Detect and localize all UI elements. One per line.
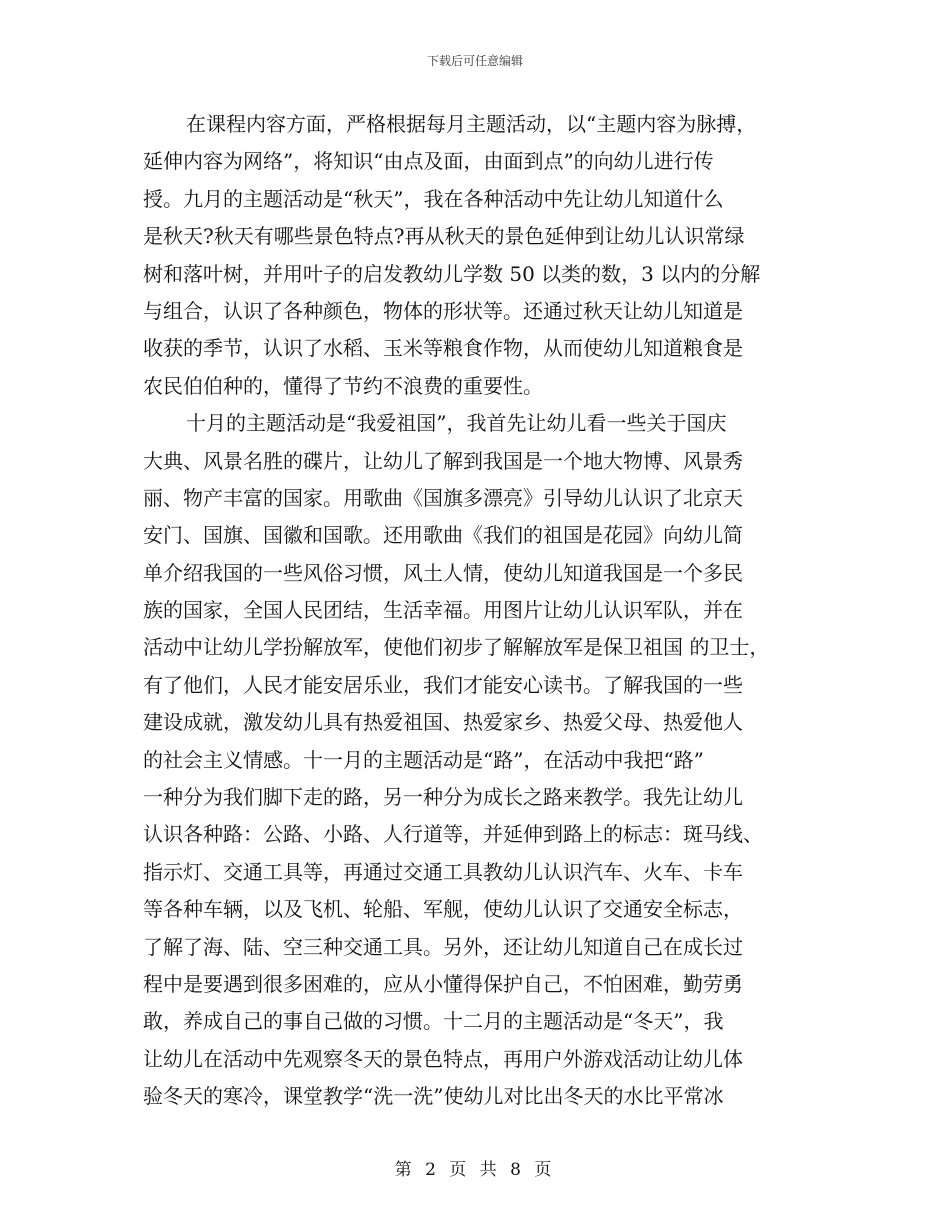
text-line: 在课程内容方面，严格根据每月主题活动，以“主题内容为脉搏，	[186, 112, 757, 136]
text-line: 让幼儿在活动中先观察冬天的景色特点，再用户外游戏活动让幼儿体	[143, 1046, 743, 1071]
text-line: 丽、物产丰富的国家。用歌曲《国旗多漂亮》引导幼儿认识了北京天	[143, 485, 743, 510]
body-text	[143, 106, 823, 1116]
text-line: 指示灯、交通工具等，再通过交通工具教幼儿认识汽车、火车、卡车	[143, 859, 743, 884]
page-header: 下载后可任意编辑	[426, 54, 523, 68]
text-line: 建设成就，激发幼儿具有热爱祖国、热爱家乡、热爱父母、热爱他人	[143, 710, 743, 735]
text-line: 认识各种路：公路、小路、人行道等，并延伸到路上的标志：斑马线、	[143, 822, 763, 847]
text-line: 程中是要遇到很多困难的，应从小懂得保护自己，不怕困难，勤劳勇	[143, 971, 743, 996]
text-line: 授。九月的主题活动是“秋天”，我在各种活动中先让幼儿知道什么	[143, 186, 724, 211]
text-line: 单介绍我国的一些风俗习惯，风土人情，使幼儿知道我国是一个多民	[143, 560, 743, 585]
text-line: 了解了海、陆、空三种交通工具。另外，还让幼儿知道自己在成长过	[143, 934, 743, 959]
text-line: 大典、风景名胜的碟片，让幼儿了解到我国是一个地大物博、风景秀	[143, 448, 743, 473]
text-line: 敢，养成自己的事自己做的习惯。十二月的主题活动是“冬天”，我	[143, 1009, 724, 1034]
text-line: 收获的季节，认识了水稻、玉米等粮食作物，从而使幼儿知道粮食是	[143, 336, 743, 361]
text-line: 是秋天?秋天有哪些景色特点?再从秋天的景色延伸到让幼儿认识常绿	[143, 224, 745, 249]
text-line: 树和落叶树，并用叶子的启发教幼儿学数 50 以类的数，3 以内的分解	[143, 261, 761, 286]
text-line: 农民伯伯种的，懂得了节约不浪费的重要性。	[143, 373, 543, 398]
text-line: 与组合，认识了各种颜色，物体的形状等。还通过秋天让幼儿知道是	[143, 298, 743, 323]
text-line: 安门、国旗、国徽和国歌。还用歌曲《我们的祖国是花园》向幼儿简	[143, 523, 743, 548]
text-line: 活动中让幼儿学扮解放军，使他们初步了解解放军是保卫祖国 的卫士，	[143, 635, 770, 660]
text-line: 族的国家，全国人民团结，生活幸福。用图片让幼儿认识军队，并在	[143, 598, 743, 623]
text-line: 十月的主题活动是“我爱祖国”，我首先让幼儿看一些关于国庆	[186, 411, 727, 436]
text-line: 的社会主义情感。十一月的主题活动是“路”，在活动中我把“路”	[143, 747, 704, 772]
text-line: 有了他们，人民才能安居乐业，我们才能安心读书。了解我国的一些	[143, 672, 743, 697]
text-line: 一种分为我们脚下走的路，另一种分为成长之路来教学。我先让幼儿	[143, 785, 743, 810]
page-number: 第 2 页 共 8 页	[394, 1160, 556, 1180]
text-line: 延伸内容为网络”，将知识“由点及面，由面到点”的向幼儿进行传	[143, 149, 714, 174]
text-line: 验冬天的寒冷，课堂教学“洗一洗”使幼儿对比出冬天的水比平常冰	[143, 1084, 724, 1109]
text-line: 等各种车辆，以及飞机、轮船、军舰，使幼儿认识了交通安全标志，	[143, 897, 743, 922]
